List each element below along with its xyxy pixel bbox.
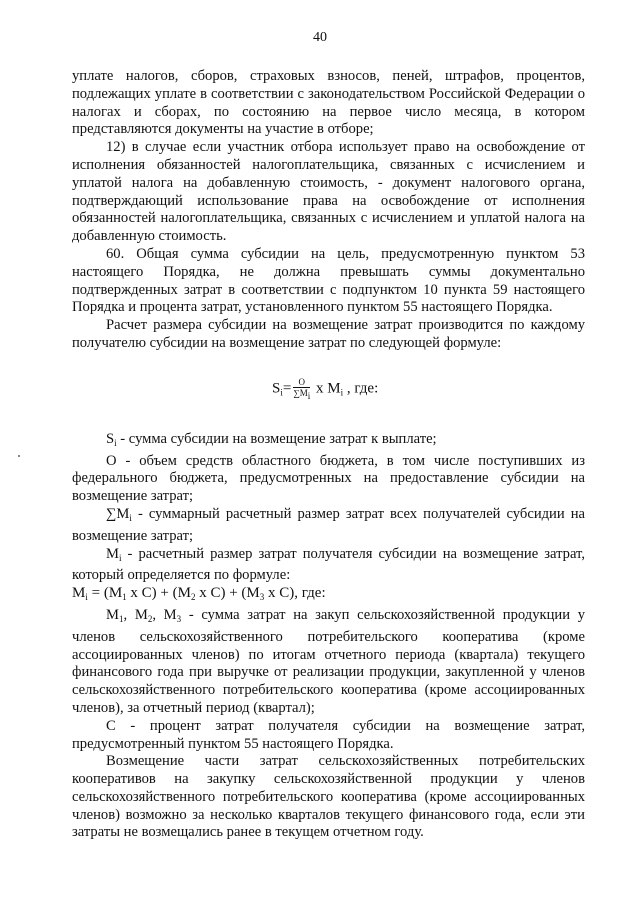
definition-o: О - объем средств областного бюджета, в том числе поступивших из федерального бюджета, предусмотренных на предоставление субсидии на возмещение затрат; <box>72 452 585 505</box>
document-body <box>72 68 585 842</box>
formula-subsidy: $S_i=$ $\frac{O}{\sum M_i}$ x $M_i$ , где: <box>272 376 379 401</box>
definition-c: С - процент затрат получателя субсидии на возмещение затрат, предусмотренный пунктом 55 настоящего Порядка. <box>72 717 585 752</box>
fraction-numerator: O <box>293 377 310 388</box>
scan-artifact <box>18 455 20 457</box>
paragraph-reimbursement: Возмещение части затрат сельскохозяйственных потребительских кооперативов на закупку сельскохозяйственной продукции у членов сельскохозяйственного потребительского кооператива (кроме ассоциированных членов) возможно за несколько кварталов текущего финансового года, если эти затраты не возмещались ранее в текущем отчетном году. <box>72 753 585 841</box>
paragraph-taxes: уплате налогов, сборов, страховых взносов, пеней, штрафов, процентов, подлежащих уплате в соответствии с законодательством Российской Федерации о налогах и сборах, по состоянию на первое число месяца, в котором представляются документы на участие в отборе; <box>72 68 585 138</box>
formula-fraction <box>293 377 310 401</box>
definition-mi: $M_i$ - расчетный размер затрат получателя субсидии на возмещение затрат, который определяется по формуле: <box>72 545 585 584</box>
page-number: 40 <box>313 30 327 45</box>
definition-si: $S_i$ - сумма субсидии на возмещение затрат к выплате; <box>106 430 437 448</box>
fraction-denominator: $\sum M_i$ <box>293 387 311 401</box>
formula-lhs: S <box>272 380 281 397</box>
paragraph-calculation-intro: Расчет размера субсидии на возмещение затрат производится по каждому получателю субсидии на возмещение затрат по следующей формуле: <box>72 317 585 351</box>
paragraph-item-60: 60. Общая сумма субсидии на цель, предусмотренную пунктом 53 настоящего Порядка, не должна превышать суммы документально подтвержденных затрат в соответствии с подпунктом 10 пункта 59 настоящего Порядка и процента затрат, установленного пунктом 55 настоящего Порядка. <box>72 245 585 316</box>
definition-m123: $M_1$, $M_2$, $M_3$ - сумма затрат на закуп сельскохозяйственной продукции у членов сельскохозяйственного потребительского кооператива (кроме ассоциированных членов) по итогам отчетного периода (квартала) текущего финансового года при выручке от реализации продукции, закупленной у членов сельскохозяйственного потребительского кооператива (кроме ассоциированных членов), за отчетный период (квартал); <box>72 606 586 716</box>
definition-sum-mi: $\sum M_i$ - суммарный расчетный размер затрат всех получателей субсидии на возмещение затрат; <box>72 505 585 544</box>
paragraph-item-12: 12) в случае если участник отбора использует право на освобождение от исполнения обязанностей налогоплательщика, связанных с исчислением и уплатой налога на добавленную стоимость, - документ налогового органа, подтверждающий использование права на освобождение от исполнения обязанностей налогоплательщика, связанных с исчислением и уплатой налога на добавленную стоимость. <box>72 139 585 245</box>
formula-costs: $M_i = (M_1$ x $C) + (M_2$ x $C) + (M_3$ x C), где: <box>72 585 326 603</box>
